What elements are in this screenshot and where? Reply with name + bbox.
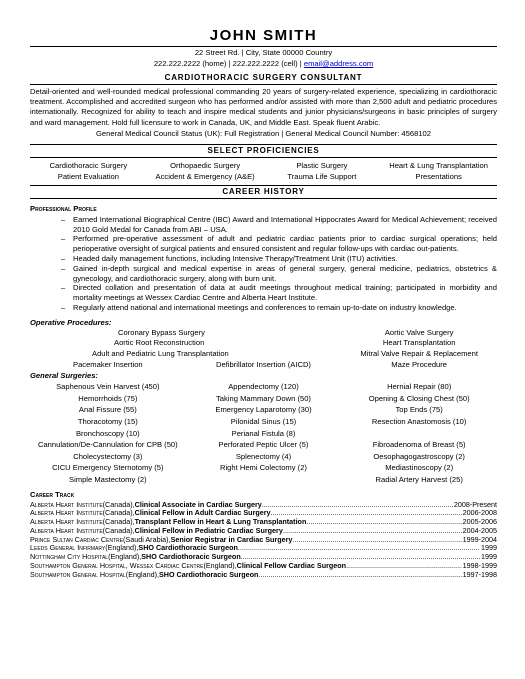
surgery-item: Hernial Repair (80) <box>387 382 452 392</box>
track-location: (Canada), <box>102 509 135 518</box>
track-location: (England), <box>203 562 237 571</box>
surgery-item: Cannulation/De-Cannulation for CPB (50) <box>37 440 178 450</box>
operative-grid-row4 <box>30 360 497 371</box>
surgery-item: Resection Anastomosis (10) <box>371 416 467 426</box>
track-dates: 1997-1998 <box>462 570 497 579</box>
career-track-row <box>30 553 497 562</box>
surgery-item: Radial Artery Harvest (25) <box>375 474 463 484</box>
professional-title: CARDIOTHORACIC SURGERY CONSULTANT <box>164 73 363 82</box>
track-location: (England), <box>105 544 139 553</box>
operative-item: Pacemaker Insertion <box>73 359 143 369</box>
operative-item: Maze Procedure <box>391 359 448 369</box>
track-org: Leeds General Infirmary <box>30 544 106 553</box>
track-role: Senior Registrar in Cardiac Surgery <box>170 535 293 544</box>
title-rule <box>30 84 497 85</box>
track-leader-dots <box>258 571 461 580</box>
career-track-row <box>30 509 497 518</box>
career-track-row <box>30 544 497 553</box>
surgery-item: Cholecystectomy (3) <box>73 451 143 461</box>
track-leader-dots <box>241 553 480 562</box>
email-link[interactable]: email@address.com <box>303 59 374 68</box>
surgery-item: Anal Fissure (55) <box>78 405 137 415</box>
track-role: SHO Cardiothoracic Surgeon <box>158 570 259 579</box>
track-dates: 1999 <box>481 544 497 553</box>
profile-item: – Regularly attend national and international meetings and conferences to remain up-to-date on industry knowledge. <box>73 303 497 313</box>
profile-item: – Headed daily management functions, including Intensive Therapy/Treatment Unit (ITU) activities. <box>73 254 497 264</box>
operative-item: Adult and Pediatric Lung Transplantation <box>92 348 229 358</box>
proficiency-item: Orthopaedic Surgery <box>170 160 241 170</box>
career-track-row <box>30 518 497 527</box>
career-track-heading: Career Track <box>30 489 75 499</box>
surgery-item: Fibroadenoma of Breast (5) <box>372 440 466 450</box>
surgery-item <box>341 428 497 440</box>
surgery-item: Pilonidal Sinus (15) <box>230 416 297 426</box>
track-org: Alberta Heart Institute <box>30 509 103 518</box>
track-dates: 1998-1999 <box>462 562 497 571</box>
track-role: SHO Cardiothoracic Surgeon <box>141 553 241 562</box>
track-location: (Canada), <box>102 500 135 509</box>
operative-item: Heart Transplantation <box>382 338 456 348</box>
career-track-row <box>30 501 497 510</box>
track-org: Alberta Heart Institute <box>30 526 103 535</box>
operative-item: Aortic Root Reconstruction <box>114 338 205 348</box>
track-role: SHO Cardiothoracic Surgeon <box>138 544 238 553</box>
surgery-item: Appendectomy (120) <box>228 382 299 392</box>
career-track-row <box>30 571 497 580</box>
surgery-item: Mediastinoscopy (2) <box>385 463 454 473</box>
surgery-item: Top Ends (75) <box>395 405 443 415</box>
candidate-name: JOHN SMITH <box>209 27 318 44</box>
track-location: (Saudi Arabia), <box>123 535 171 544</box>
track-leader-dots <box>238 544 480 553</box>
surgery-item: Right Hemi Colectomy (2) <box>220 463 307 473</box>
surgery-item: CICU Emergency Sternotomy (5) <box>52 463 164 473</box>
track-location: (England), <box>108 553 142 562</box>
track-location: (England), <box>125 570 159 579</box>
surgery-item: Bronchoscopy (10) <box>75 428 140 438</box>
surgery-item: Splenectomy (4) <box>235 451 292 461</box>
proficiency-item: Presentations <box>415 171 462 181</box>
track-leader-dots <box>306 518 461 527</box>
career-track-row <box>30 527 497 536</box>
proficiency-item: Cardiothoracic Surgery <box>49 160 128 170</box>
track-dates: 2005-2006 <box>462 518 497 527</box>
surgery-item: Taking Mammary Down (50) <box>216 393 311 403</box>
track-role: Clinical Fellow Cardiac Surgeon <box>236 562 347 571</box>
registration-line: General Medical Council Status (UK): Full Registration | General Medical Council Number: 4568102 <box>96 128 431 138</box>
profile-item: – Earned International Biographical Centre (IBC) Award and International Hippocrates Award for Medical Achievement; received 2010 Gold Medal for Canada from ABI – USA. <box>73 215 497 235</box>
track-dates: 2008-Present <box>453 500 497 509</box>
operative-heading: Operative Procedures: <box>30 317 112 327</box>
name-rule <box>30 46 497 47</box>
career-track-row <box>30 536 497 545</box>
track-org: Alberta Heart Institute <box>30 518 103 527</box>
track-dates: 1999-2004 <box>462 535 497 544</box>
operative-item: Coronary Bypass Surgery <box>118 327 205 337</box>
surgery-item: Hemorrhoids (75) <box>78 393 138 403</box>
proficiency-item: Trauma Life Support <box>287 171 357 181</box>
surgery-item: Saphenous Vein Harvest (450) <box>56 382 160 392</box>
track-location: (Canada), <box>102 526 135 535</box>
track-leader-dots <box>292 536 461 545</box>
career-track-list <box>30 501 497 580</box>
profile-list <box>30 215 497 313</box>
proficiencies-grid <box>30 160 497 182</box>
track-leader-dots <box>262 501 453 510</box>
surgery-item: Emergency Laparotomy (30) <box>215 405 312 415</box>
track-org: Southampton General Hospital <box>30 570 126 579</box>
surgery-item: Simple Mastectomy (2) <box>69 474 147 484</box>
surgery-item <box>186 474 342 486</box>
profile-heading: Professional Profile <box>30 203 97 213</box>
surgery-item: Perianal Fistula (8) <box>231 428 296 438</box>
track-org: Southampton General Hospital, Wessex Cardiac Centre <box>30 562 204 571</box>
track-location: (Canada), <box>102 518 135 527</box>
track-leader-dots <box>283 527 462 536</box>
track-org: Nottingham City Hospital <box>30 553 109 562</box>
career-track-row <box>30 562 497 571</box>
proficiencies-heading: SELECT PROFICIENCIES <box>207 145 320 155</box>
contact-line <box>30 59 497 69</box>
track-role: Clinical Fellow in Adult Cardiac Surgery <box>134 509 271 518</box>
track-dates: 2006-2008 <box>462 509 497 518</box>
career-heading: CAREER HISTORY <box>222 186 305 196</box>
proficiency-item: Accident & Emergency (A&E) <box>155 171 255 181</box>
track-leader-dots <box>346 562 462 571</box>
general-surgeries-grid <box>30 381 497 485</box>
track-role: Clinical Fellow in Pediatric Cardiac Surgery <box>134 526 283 535</box>
proficiency-item: Heart & Lung Transplantation <box>389 160 489 170</box>
operative-grid <box>30 328 497 360</box>
surgery-item: Thoracotomy (15) <box>77 416 138 426</box>
track-dates: 1999 <box>481 553 497 562</box>
address-line: 22 Street Rd. | City, State 00000 Country <box>194 48 333 57</box>
profile-item: – Gained in-depth surgical and medical expertise in areas of general surgery, general medicine, pediatrics, obstetrics & gynecology, and cardiothoracic surgery, along with burn unit. <box>73 264 497 284</box>
surgery-item: Perforated Peptic Ulcer (5) <box>218 440 309 450</box>
summary-paragraph: Detail-oriented and well-rounded medical professional commanding 20 years of surgery-related experience, specializing in cardiothoracic treatment. Accomplished and accredited surgeon who has performed and/or assisted with more than 2,500 adult and pediatric procedures internationally. Recognized for ability to teach and inspire medical students and junior physicians/surgeons in basic principles of surgery and ward management. Hold full licensure to work in Canada, UK, and Middle East. Speak fluent Arabic. <box>30 87 497 127</box>
proficiency-item: Plastic Surgery <box>296 160 348 170</box>
track-role: Transplant Fellow in Heart & Lung Transplantation <box>134 518 307 527</box>
career-heading-box <box>30 185 497 199</box>
track-leader-dots <box>271 509 462 518</box>
surgery-item: Oesophagogastroscopy (2) <box>373 451 465 461</box>
track-role: Clinical Associate in Cardiac Surgery <box>134 500 262 509</box>
proficiency-item: Patient Evaluation <box>57 171 119 181</box>
operative-item: Mitral Valve Repair & Replacement <box>360 348 478 358</box>
operative-item: Aortic Valve Surgery <box>384 327 454 337</box>
track-org: Alberta Heart Institute <box>30 500 103 509</box>
general-heading: General Surgeries: <box>30 371 98 381</box>
operative-item: Defibrillator Insertion (AICD) <box>216 359 311 369</box>
phone-numbers: 222.222.2222 (home) | 222.222.2222 (cell) | <box>153 59 304 68</box>
profile-item: – Performed pre-operative assessment of adult and pediatric cardiac patients prior to cardiac surgical operations; held perioperative oversight of surgical patients and ensured consistent and regular follow-ups with cardiac out-patients. <box>73 234 497 254</box>
proficiencies-heading-box <box>30 144 497 158</box>
profile-item: – Directed collation and presentation of data at audit meetings throughout medical training; participated in morbidity and mortality meetings at Wessex Cardiac Centre and Alberta Heart Institute. <box>73 283 497 303</box>
track-org: Prince Sultan Cardiac Centre <box>30 535 124 544</box>
surgery-item: Opening & Closing Chest (50) <box>368 393 470 403</box>
track-dates: 2004-2005 <box>462 526 497 535</box>
